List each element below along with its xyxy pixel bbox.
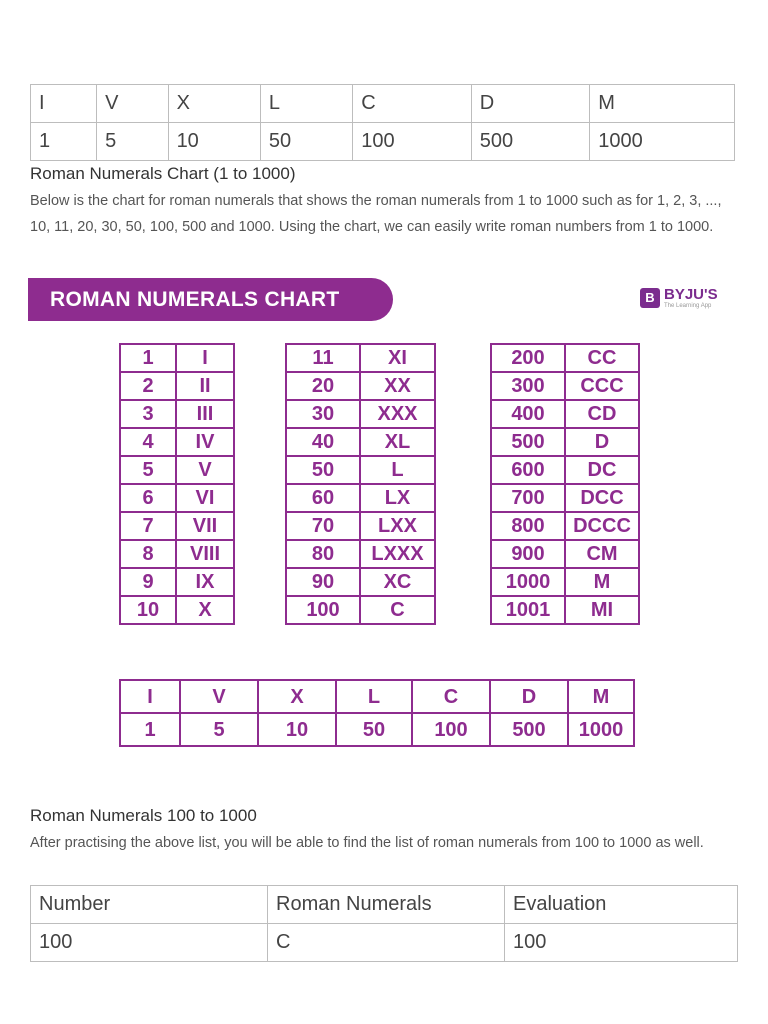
- table-row: [120, 540, 234, 568]
- chart-banner: [28, 278, 393, 321]
- table-row: [120, 484, 234, 512]
- numeral-cell: XI: [360, 344, 435, 372]
- table-row: [491, 484, 639, 512]
- table-row: [286, 428, 435, 456]
- table-cell: I: [31, 85, 97, 123]
- table-row: [120, 568, 234, 596]
- number-cell: 60: [286, 484, 360, 512]
- numeral-cell: X: [258, 680, 336, 713]
- number-cell: 8: [120, 540, 176, 568]
- numeral-cell: XC: [360, 568, 435, 596]
- table-cell: 10: [168, 123, 260, 161]
- column-header: Number: [31, 886, 268, 924]
- number-cell: 40: [286, 428, 360, 456]
- table-row: [286, 596, 435, 624]
- numeral-cell: C: [412, 680, 490, 713]
- byjus-logo: [640, 286, 732, 312]
- numeral-cell: VIII: [176, 540, 234, 568]
- numeral-cell: L: [360, 456, 435, 484]
- table-row: [491, 428, 639, 456]
- table-cell: 1000: [590, 123, 735, 161]
- column-header: Evaluation: [505, 886, 738, 924]
- table-cell: C: [353, 85, 472, 123]
- table-row: [491, 512, 639, 540]
- number-cell: 5: [180, 713, 258, 746]
- numeral-cell: XL: [360, 428, 435, 456]
- number-cell: 11: [286, 344, 360, 372]
- numeral-cell: XX: [360, 372, 435, 400]
- table-row: [120, 456, 234, 484]
- table-row: [491, 400, 639, 428]
- numeral-cell: MI: [565, 596, 639, 624]
- number-cell: 70: [286, 512, 360, 540]
- numeral-cell: L: [336, 680, 412, 713]
- number-cell: 100: [286, 596, 360, 624]
- number-cell: 5: [120, 456, 176, 484]
- numeral-cell: III: [176, 400, 234, 428]
- numeral-cell: DC: [565, 456, 639, 484]
- table-row: [120, 428, 234, 456]
- table-row: [491, 568, 639, 596]
- number-cell: 1000: [568, 713, 634, 746]
- table-cell: C: [268, 924, 505, 962]
- table-cell: 100: [353, 123, 472, 161]
- table-row: [120, 344, 234, 372]
- table-row: [31, 85, 735, 123]
- numerals-basic-table: [30, 84, 735, 161]
- number-cell: 700: [491, 484, 565, 512]
- numeral-cell: CCC: [565, 372, 639, 400]
- number-cell: 100: [412, 713, 490, 746]
- table-cell: 1: [31, 123, 97, 161]
- table-cell: X: [168, 85, 260, 123]
- table-cell: 5: [97, 123, 168, 161]
- numeral-cell: I: [120, 680, 180, 713]
- table-cell: D: [471, 85, 590, 123]
- number-cell: 900: [491, 540, 565, 568]
- table-row: [286, 568, 435, 596]
- number-cell: 90: [286, 568, 360, 596]
- table-row: [31, 123, 735, 161]
- chart-banner-title: ROMAN NUMERALS CHART: [50, 288, 340, 311]
- number-cell: 400: [491, 400, 565, 428]
- table-row: [286, 344, 435, 372]
- table-row: [286, 512, 435, 540]
- table-row: [491, 596, 639, 624]
- numeral-cell: IV: [176, 428, 234, 456]
- table-cell: L: [260, 85, 352, 123]
- logo-tagline: The Learning App: [664, 303, 712, 309]
- numerals-table-1-to-10: [119, 343, 235, 625]
- table-cell: 500: [471, 123, 590, 161]
- number-cell: 300: [491, 372, 565, 400]
- number-cell: 9: [120, 568, 176, 596]
- numeral-cell: VI: [176, 484, 234, 512]
- number-cell: 1000: [491, 568, 565, 596]
- number-cell: 600: [491, 456, 565, 484]
- numeral-cell: V: [176, 456, 234, 484]
- numeral-cell: M: [565, 568, 639, 596]
- number-cell: 4: [120, 428, 176, 456]
- table-row: [286, 400, 435, 428]
- table-row: [286, 540, 435, 568]
- table-cell: M: [590, 85, 735, 123]
- number-cell: 7: [120, 512, 176, 540]
- section-title-100-1000: Roman Numerals 100 to 1000: [30, 806, 257, 825]
- table-cell: V: [97, 85, 168, 123]
- numeral-cell: V: [180, 680, 258, 713]
- number-cell: 1001: [491, 596, 565, 624]
- table-row: [120, 400, 234, 428]
- table-row: [120, 596, 234, 624]
- number-cell: 10: [120, 596, 176, 624]
- section-paragraph-100-1000: After practising the above list, you will be able to find the list of roman numerals from 100 to 1000 as well.: [30, 835, 704, 851]
- table-row: [491, 372, 639, 400]
- numeral-cell: CC: [565, 344, 639, 372]
- number-cell: 6: [120, 484, 176, 512]
- logo-brand: BYJU'S: [664, 286, 718, 303]
- numeral-cell: XXX: [360, 400, 435, 428]
- number-cell: 200: [491, 344, 565, 372]
- table-cell: 50: [260, 123, 352, 161]
- number-cell: 30: [286, 400, 360, 428]
- number-cell: 1: [120, 344, 176, 372]
- table-row: [120, 512, 234, 540]
- numeral-cell: LX: [360, 484, 435, 512]
- table-row: [120, 680, 634, 713]
- numeral-cell: CM: [565, 540, 639, 568]
- table-row: [491, 344, 639, 372]
- number-cell: 1: [120, 713, 180, 746]
- table-row: [286, 456, 435, 484]
- table-row: [120, 713, 634, 746]
- table-cell: 100: [505, 924, 738, 962]
- table-row: [286, 484, 435, 512]
- number-cell: 500: [490, 713, 568, 746]
- numeral-cell: IX: [176, 568, 234, 596]
- table-header-row: [31, 886, 738, 924]
- numeral-cell: I: [176, 344, 234, 372]
- numeral-cell: LXXX: [360, 540, 435, 568]
- numeral-cell: LXX: [360, 512, 435, 540]
- number-cell: 3: [120, 400, 176, 428]
- section-title-chart: Roman Numerals Chart (1 to 1000): [30, 164, 296, 183]
- table-row: [31, 924, 738, 962]
- numeral-cell: D: [565, 428, 639, 456]
- table-row: [120, 372, 234, 400]
- numeral-cell: DCC: [565, 484, 639, 512]
- number-cell: 80: [286, 540, 360, 568]
- numeral-cell: X: [176, 596, 234, 624]
- numeral-cell: D: [490, 680, 568, 713]
- numerals-table-200-to-1001: [490, 343, 640, 625]
- table-row: [286, 372, 435, 400]
- numeral-cell: CD: [565, 400, 639, 428]
- roman-numerals-chart-image: [28, 278, 740, 763]
- numerals-table-11-to-100: [285, 343, 436, 625]
- number-cell: 50: [336, 713, 412, 746]
- numeral-cell: C: [360, 596, 435, 624]
- logo-badge-icon: B: [640, 288, 660, 308]
- number-cell: 10: [258, 713, 336, 746]
- number-cell: 800: [491, 512, 565, 540]
- number-cell: 2: [120, 372, 176, 400]
- numeral-cell: II: [176, 372, 234, 400]
- table-row: [491, 540, 639, 568]
- table-cell: 100: [31, 924, 268, 962]
- numeral-cell: DCCC: [565, 512, 639, 540]
- table-row: [491, 456, 639, 484]
- numeral-cell: VII: [176, 512, 234, 540]
- number-cell: 500: [491, 428, 565, 456]
- numeral-cell: M: [568, 680, 634, 713]
- numerals-basic-symbols-table: [119, 679, 635, 747]
- column-header: Roman Numerals: [268, 886, 505, 924]
- number-cell: 50: [286, 456, 360, 484]
- number-cell: 20: [286, 372, 360, 400]
- section-paragraph-chart: Below is the chart for roman numerals that shows the roman numerals from 1 to 1000 such as for 1, 2, 3, ..., 10, 11, 20, 30, 50, 100, 500 and 1000. Using the chart, we can easily write roman numbers from 1 to 1000.: [30, 193, 722, 235]
- numerals-evaluation-table: [30, 885, 738, 962]
